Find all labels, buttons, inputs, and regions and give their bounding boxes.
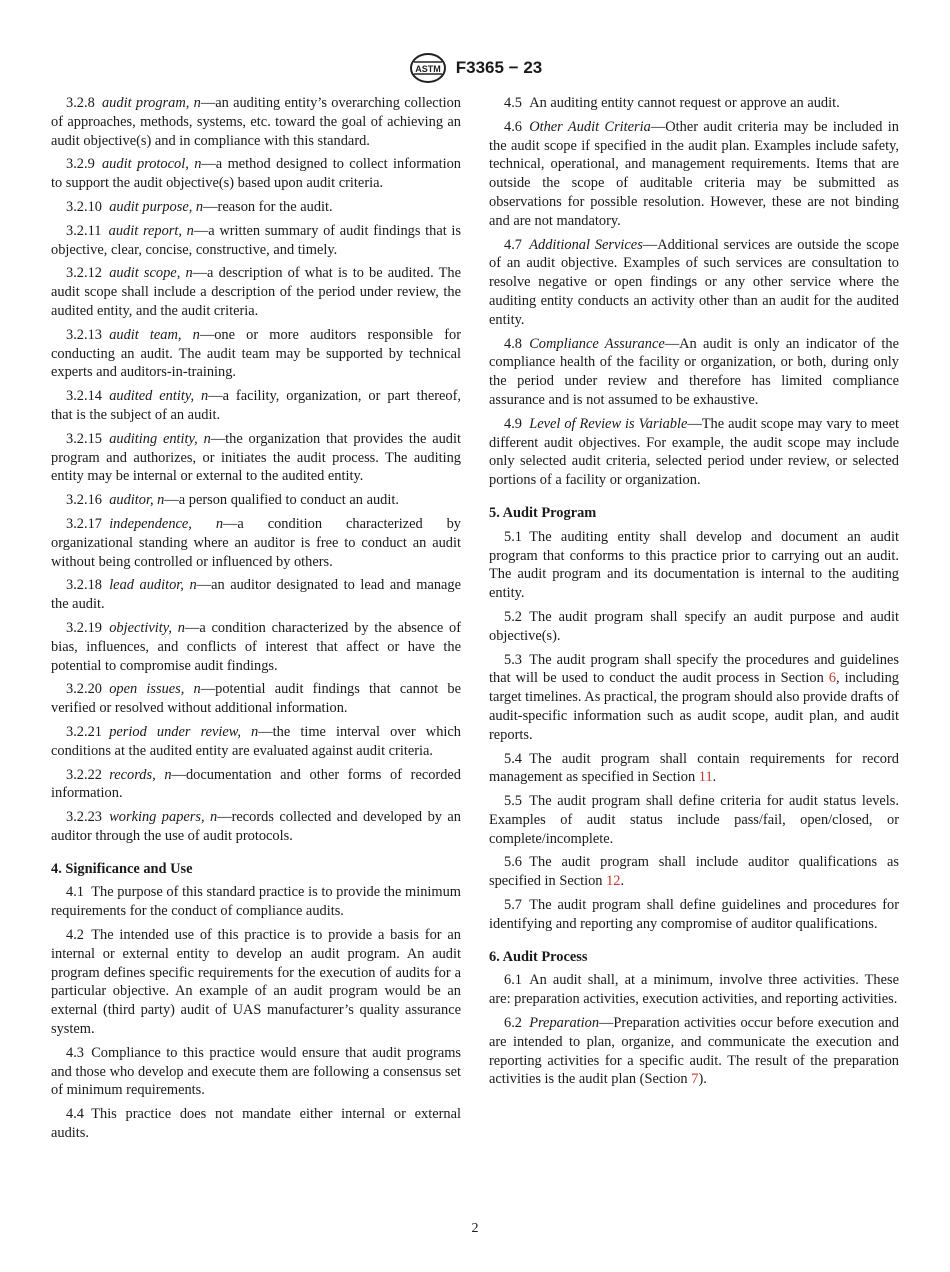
paragraph-number: 3.2.10	[66, 198, 102, 215]
paragraph-text: The audit program shall specify the procedures and guidelines that will be used to conduct the audit process in Section	[489, 651, 899, 687]
paragraph	[489, 1014, 899, 1089]
paragraph-number: 3.2.14	[66, 388, 102, 405]
paragraph-text: ).	[698, 1071, 707, 1088]
paragraph-text: —reason for the audit.	[203, 198, 333, 215]
paragraph	[51, 1044, 461, 1100]
paragraph-number: 3.2.22	[66, 766, 102, 783]
paragraph-number: 4.7	[504, 236, 522, 253]
paragraph	[489, 896, 899, 934]
paragraph-text: The intended use of this practice is to provide a basis for an internal or external entity to develop an audit program. An audit program defines specific requirements for the execution of audits for a particular objective. An example of an audit program would be an external (third party) audit of UAS manufacturer’s quality assurance system.	[51, 927, 461, 1038]
logo-lettering: ASTM	[415, 64, 441, 74]
defined-term: audit scope, n	[109, 265, 193, 282]
paragraph-number: 3.2.13	[66, 326, 102, 343]
paragraph-text: —the organization that provides the audit program and authorizes, or initiates the audit process. The auditing entity may be internal or external to the audited entity.	[51, 430, 461, 485]
paragraph-text: —records collected and developed by an auditor through the use of audit protocols.	[51, 809, 461, 844]
paragraph	[51, 264, 461, 320]
paragraph	[51, 619, 461, 675]
paragraph-number: 4.6	[504, 118, 522, 135]
defined-term: audit protocol, n	[101, 156, 202, 173]
paragraph-number: 4.4	[66, 1106, 84, 1123]
paragraph	[489, 608, 899, 646]
paragraph-number: 5.6	[504, 854, 522, 871]
section-reference-link[interactable]: 11	[698, 769, 713, 786]
paragraph-text: —a condition characterized by organizational standing where an auditor is free to conduct an audit without being controlled or influenced by others.	[51, 515, 461, 570]
paragraph-number: 3.2.15	[66, 430, 102, 447]
defined-term: auditor, n	[109, 492, 165, 509]
defined-term: independence, n	[109, 515, 224, 532]
section-heading: 5. Audit Program	[489, 504, 597, 521]
defined-term: auditing entity, n	[109, 430, 211, 447]
paragraph-number: 4.3	[66, 1044, 84, 1061]
paragraph-text: The auditing entity shall develop and document an audit program that conforms to this practice prior to carrying out an audit. The audit program and its documentation is internal to the auditing entity.	[489, 528, 899, 602]
left-column	[51, 94, 461, 1148]
paragraph-number: 4.1	[66, 884, 84, 901]
defined-term: audited entity, n	[109, 388, 209, 405]
document-id: F3365 − 23	[455, 58, 543, 77]
paragraph	[51, 491, 461, 510]
paragraph-number: 5.5	[504, 793, 522, 810]
paragraph	[51, 1105, 461, 1143]
paragraph-number: 3.2.11	[66, 222, 102, 239]
paragraph-text: The audit program shall specify an audit purpose and audit objective(s).	[489, 608, 899, 644]
paragraph-text: —the time interval over which conditions at the audited entity are evaluated against audit criteria.	[51, 723, 461, 759]
paragraph-text: —a method designed to collect information to support the audit objective(s) based upon audit criteria.	[51, 156, 461, 192]
paragraph-number: 3.2.19	[66, 619, 102, 636]
paragraph-number: 5.1	[504, 528, 522, 545]
paragraph-text: An auditing entity cannot request or approve an audit.	[529, 95, 840, 111]
section-reference-link[interactable]: 7	[691, 1071, 699, 1088]
paragraph-text: The audit program shall contain requirements for record management as specified in Section	[489, 750, 899, 786]
paragraph	[489, 971, 899, 1009]
paragraph-number: 5.2	[504, 608, 522, 625]
defined-term: audit team, n	[109, 326, 200, 343]
paragraph-text: —a facility, organization, or part thereof, that is the subject of an audit.	[51, 388, 462, 423]
paragraph-text: The audit program shall include auditor qualifications as specified in Section	[489, 854, 899, 890]
defined-term: Compliance Assurance	[529, 335, 665, 352]
paragraph-text: —an auditing entity’s overarching collection of approaches, methods, systems, etc. toward the goal of achieving an audit objective(s) and in compliance with this standard.	[51, 95, 461, 149]
paragraph-text: —Preparation activities occur before execution and are intended to plan, organize, and communicate the execution and reporting activities for a specific audit. The result of the preparation activities is the audit plan (Section	[489, 1015, 899, 1088]
paragraph-text: The purpose of this standard practice is to provide the minimum requirements for the conduct of compliance audits.	[51, 884, 461, 920]
page-number: 2	[471, 1221, 479, 1236]
paragraph	[489, 792, 899, 848]
paragraph-text: —An audit is only an indicator of the compliance health of the facility or organization, or both, during only the period under review and therefore has limited compliance assurance and is not assumed to be exhaustive.	[489, 335, 899, 408]
paragraph	[489, 335, 899, 410]
paragraph	[51, 766, 461, 804]
paragraph-number: 4.8	[504, 335, 522, 352]
paragraph	[51, 515, 461, 571]
defined-term: Preparation	[529, 1015, 600, 1032]
defined-term: audit program, n	[101, 95, 201, 111]
paragraph-text: —documentation and other forms of recorded information.	[51, 766, 461, 802]
paragraph-number: 3.2.12	[66, 265, 102, 282]
paragraph-text: —potential audit findings that cannot be verified or resolved without additional information.	[51, 681, 461, 717]
paragraph-number: 5.3	[504, 651, 522, 668]
paragraph	[51, 198, 461, 217]
paragraph	[51, 222, 461, 260]
paragraph-number: 3.2.23	[66, 809, 102, 826]
defined-term: Other Audit Criteria	[529, 118, 651, 135]
paragraph-text: .	[620, 873, 625, 890]
paragraph-number: 4.5	[504, 95, 522, 111]
defined-term: audit purpose, n	[109, 198, 204, 215]
section-reference-link[interactable]: 6	[828, 670, 837, 687]
paragraph-number: 6.1	[504, 972, 522, 989]
paragraph	[489, 415, 899, 490]
paragraph	[51, 387, 461, 425]
paragraph	[489, 651, 899, 745]
section-heading: 6. Audit Process	[489, 948, 588, 965]
paragraph-number: 3.2.21	[66, 723, 102, 740]
defined-term: Additional Services	[529, 236, 643, 253]
defined-term: open issues, n	[109, 681, 201, 698]
paragraph	[51, 94, 461, 150]
paragraph	[51, 430, 461, 486]
defined-term: working papers, n	[109, 809, 218, 826]
paragraph-number: 4.9	[504, 415, 522, 432]
paragraph	[51, 883, 461, 921]
paragraph-text: The audit program shall define criteria for audit status levels. Examples of audit status include pass/fail, open/closed, or complete/incomplete.	[489, 793, 899, 847]
paragraph	[489, 528, 899, 603]
paragraph-text: —an auditor designated to lead and manage the audit.	[51, 577, 462, 613]
paragraph-text: —a person qualified to conduct an audit.	[164, 492, 399, 509]
paragraph-text: This practice does not mandate either internal or external audits.	[51, 1106, 461, 1142]
paragraph-text: , including target timelines. As practical, the program should also provide drafts of audit-specific information such as audit scope, audit plan, and audit reports.	[489, 670, 899, 743]
defined-term: records, n	[109, 766, 172, 783]
paragraph-text: —Other audit criteria may be included in the audit scope if specified in the audit plan. Examples include safety, technical, operational, and management requirements. Items that are outside the scope of auditable criteria may be submitted as observations for possible resolution. However, these are not binding and are not mandatory.	[489, 118, 899, 229]
paragraph-number: 3.2.16	[66, 492, 102, 509]
paragraph	[51, 155, 461, 193]
paragraph	[51, 926, 461, 1039]
defined-term: Level of Review is Variable	[529, 415, 688, 432]
paragraph-number: 4.2	[66, 927, 84, 944]
astm-logo-icon	[408, 52, 448, 84]
paragraph	[51, 576, 461, 614]
paragraph-number: 3.2.17	[66, 515, 102, 532]
defined-term: period under review, n	[109, 723, 259, 740]
paragraph-text: —a written summary of audit findings that is objective, clear, concise, constructive, and timely.	[51, 222, 462, 258]
paragraph	[51, 326, 461, 382]
paragraph-text: —a description of what is to be audited. The audit scope shall include a description of the period under review, the audited entity, and the audit criteria.	[51, 265, 461, 319]
paragraph-text: .	[712, 769, 717, 786]
paragraph	[489, 94, 899, 113]
paragraph-number: 5.7	[504, 897, 522, 914]
defined-term: objectivity, n	[109, 619, 185, 636]
paragraph	[489, 118, 899, 231]
paragraph-text: Compliance to this practice would ensure that audit programs and those who develop and execute them are following a consensus set of minimum requirements.	[51, 1044, 461, 1099]
paragraph-number: 3.2.8	[66, 95, 95, 111]
paragraph	[489, 853, 899, 891]
paragraph-text: —The audit scope may vary to meet different audit objectives. For example, the audit scope may include only selected audit criteria, selected period under review, or selected portions of a facility or organization.	[489, 415, 899, 489]
paragraph-text: —Additional services are outside the scope of an audit objective. Examples of such services are consultation to resolve negative or open findings or any other service where the auditing entity conducts an activity other than an audit for the audited entity.	[489, 236, 899, 328]
paragraph-text: An audit shall, at a minimum, involve three activities. These are: preparation activities, execution activities, and reporting activities.	[489, 972, 899, 1008]
section-reference-link[interactable]: 12	[606, 873, 621, 890]
defined-term: lead auditor, n	[109, 577, 197, 594]
paragraph-number: 3.2.20	[66, 681, 102, 698]
right-column	[489, 94, 899, 1094]
paragraph-text: The audit program shall define guidelines and procedures for identifying and reporting any compromise of auditor qualifications.	[489, 897, 899, 932]
paragraph-number: 6.2	[504, 1015, 522, 1032]
paragraph-number: 3.2.18	[66, 577, 102, 594]
page-header	[0, 52, 950, 84]
paragraph	[489, 750, 899, 788]
paragraph-text: —a condition characterized by the absence of bias, influences, and conflicts of interest that affect or have the potential to compromise audit findings.	[51, 619, 462, 674]
paragraph	[51, 680, 461, 718]
paragraph-text: —one or more auditors responsible for conducting an audit. The audit team may be supported by technical experts and auditors-in-training.	[51, 326, 461, 381]
paragraph-number: 3.2.9	[66, 156, 95, 173]
defined-term: audit report, n	[108, 222, 194, 239]
paragraph	[51, 808, 461, 846]
paragraph-number: 5.4	[504, 750, 522, 767]
paragraph	[51, 723, 461, 761]
paragraph	[489, 236, 899, 330]
section-heading: 4. Significance and Use	[51, 860, 193, 877]
